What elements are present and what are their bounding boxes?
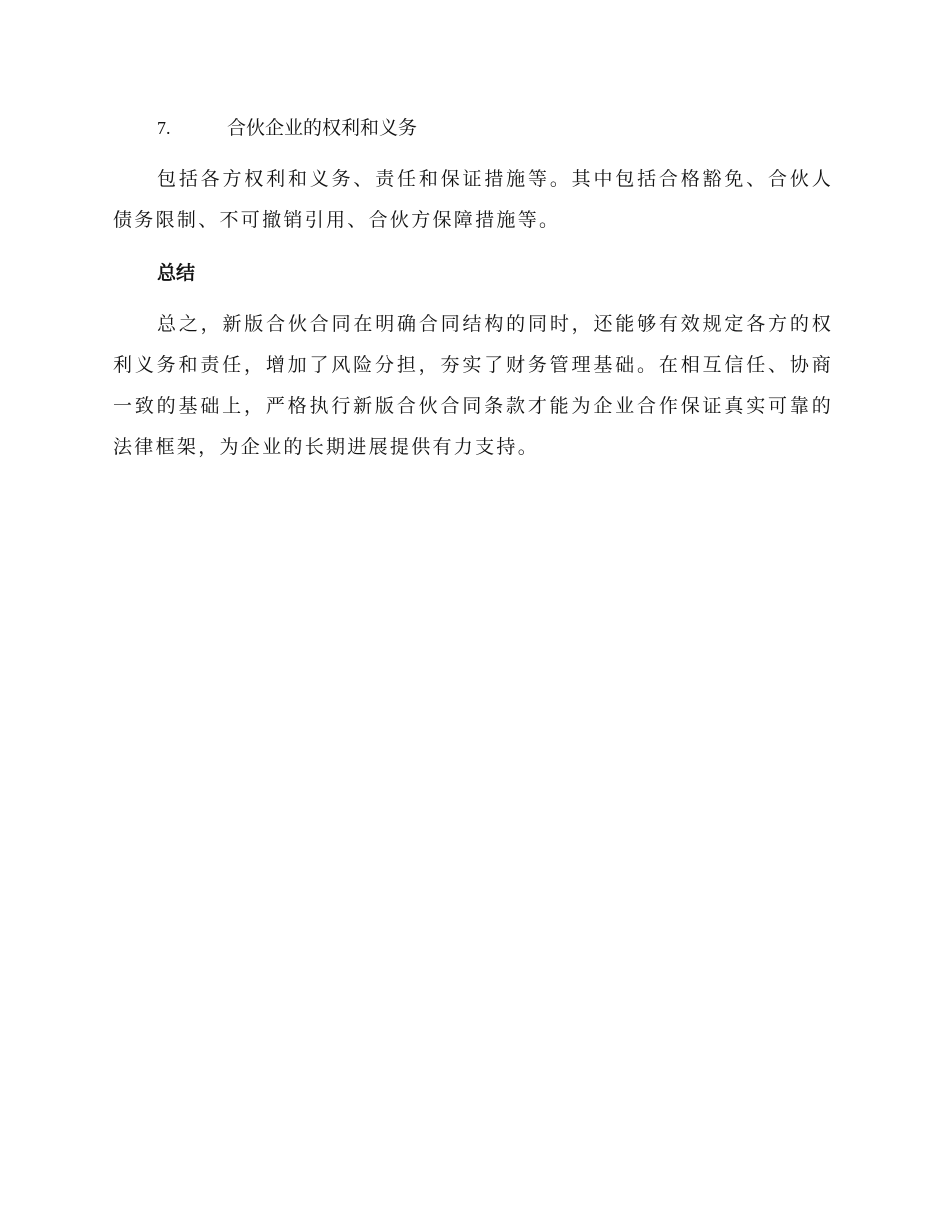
summary-heading: 总结 <box>157 262 196 284</box>
item-7-heading <box>157 114 417 142</box>
summary-paragraph: 总之，新版合伙合同在明确合同结构的同时，还能够有效规定各方的权利义务和责任，增加了风险分担，夯实了财务管理基础。在相互信任、协商一致的基础上，严格执行新版合伙合同条款才能为企业合作保证真实可靠的法律框架，为企业的长期进展提供有力支持。 <box>113 313 833 458</box>
item-7-number: 7. <box>157 118 171 138</box>
item-7-title: 合伙企业的权利和义务 <box>227 117 418 139</box>
item-7-paragraph: 包括各方权利和义务、责任和保证措施等。其中包括合格豁免、合伙人债务限制、不可撤销引用、合伙方保障措施等。 <box>113 168 833 231</box>
